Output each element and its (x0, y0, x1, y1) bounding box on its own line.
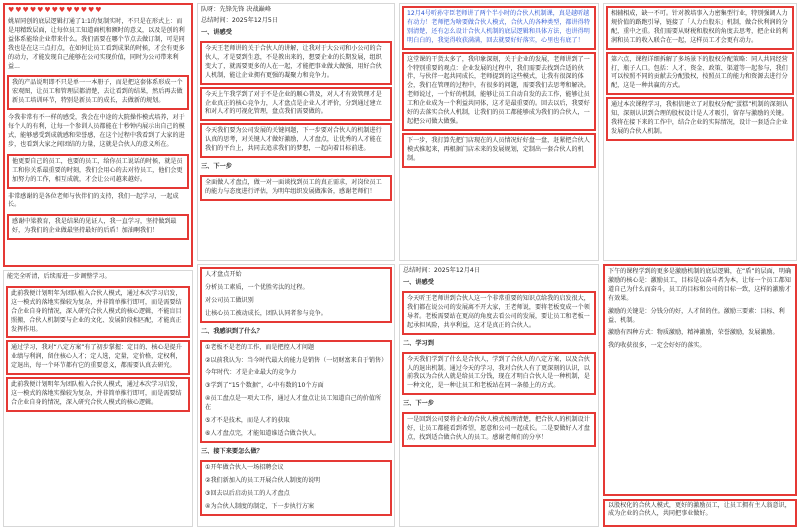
highlight-box (402, 6, 596, 50)
card5-paragraph: 通过学习，我对“八定方案”有了初步掌握：定目的、核心是提升业绩与利润，留住核心人才；定人选，定量，定价格，定权利，定退出，每一个环节都有它的重要意义，都需要认真去研究。 (11, 344, 182, 370)
heart-icon-row: ♥♥♥♥♥♥♥♥♥♥♥♥♥ (8, 6, 103, 14)
card8-paragraph: 下午的课程学到的更多是激励机制的底层逻辑，在“盾”的层面，明确激励的核心是：激励员工，目标是以奋斗者为本，让每一个员工都知道自己为什么而奋斗，员工的目标和公司的目标一致，这样的激励才有效果。 (608, 268, 792, 302)
highlight-box (402, 52, 596, 131)
card2-paragraph: 今天上午我学到了对于不是企业的顺心普及，对人才有效管理才是企业真正的核心竞争力，人才盘点是企业人才评价，分到通过建立和对人才的可视化管理，盘点我们需要做的。 (205, 90, 382, 116)
card3-paragraph: 12月4号听孙守臣老师讲了两个半小时的合伙人机制课，真是越听越有动力！老师把为啥要做合伙人模式，合伙人的各种类型，都讲得特别清楚，还有怎么设计合伙人机制的底层逻辑和具体方法，也讲得明明白白的，我觉得收获满满，回去就要好好落实，心里也有底了！ (407, 10, 590, 44)
highlight-box (606, 52, 794, 96)
card1-paragraph: 非常感谢的是各位老师与伙伴们的支持，我们一起学习，一起成长。 (8, 192, 179, 209)
card8-paragraph: 激励有四种方式：物质激励，精神激励，荣誉激励，发展激励。 (608, 329, 779, 337)
list-item: ①老板不是老的工作，而是把控人才问题 (205, 343, 315, 351)
list-item: ③回去以后启动员工的人才盘点 (205, 489, 290, 497)
card4-paragraph: 相辅相成，缺一不可。针对教培事入力密集型行业，特别强调人力规价值的路跑引导，链接了「人力台股东」机制，做合伙利润的分配，重中之重。我们需要从财税和股权的角度去思考，把企业的利润和员工的收入联合在一起，这样员工才会更有动力。 (611, 10, 788, 44)
highlight-box (200, 340, 392, 443)
list-item: ⑥人才盘点完，才能知道谁适合做合伙人。 (205, 429, 321, 437)
highlight-box (402, 412, 596, 447)
card9-paragraph: 以股权化的合伙人模式，更好的激励员工，让员工拥有主人翁意识，成为企业的合伙人，共同把事业做好。 (608, 502, 791, 517)
highlight-box (606, 6, 794, 50)
highlight-box (7, 75, 189, 110)
highlight-box (606, 97, 794, 141)
highlight-box (402, 133, 596, 168)
highlight-box (200, 175, 392, 201)
card1-paragraph: 姚眉同创的底层逻辑打通了1:1的复制实时，不只是在形式上：而是用精致层面，让每位员工知道商机和额时的意义，以及是创的利益体系能给企业带来什么。我们需要在哪个节点去做订制，可是同我也是在这三点打点，在如何让员工看到成果的时候，才会有更多的动力，才能发现自己能够在公司实现价值，同时为公司带来利益... (8, 18, 185, 70)
summary-card-3 (399, 3, 599, 261)
list-item: ⑤才不是技术，而是人才的获取 (205, 417, 290, 425)
list-item: ②以前我认为：当今时代最大的能力是销售（一切财富来自于销售） (205, 356, 388, 364)
card4-paragraph: 通过本次课程学习，我相信建立了对股权分配“蛋糕”机制的深刻认知，深刻认识到合理的股权设计是人才吸引，留存与激励的关键。我将在接下来的工作中，结合企业的实际情况，设计一套适合企业发展的合伙人机制。 (611, 101, 788, 135)
section-heading: 一、讲感受 (403, 279, 434, 286)
highlight-box (7, 214, 189, 240)
card8-paragraph: 我的收获很多，一定会好好的落实。 (608, 342, 706, 350)
summary-card-1 (3, 3, 193, 267)
card1-paragraph: 今我非常有不一样的感受，我会在中途的大院操作模式培养，对于每个人的有利，让每一个参训人员都能在十秒钟内展示出自己的模式，能够感受到成就感和荣誉感，在这个过程中我看到了大家的进步，也看到大家之间团结的力量，这就是合伙人的意义所在。 (8, 114, 185, 148)
card1-paragraph: 感谢中梁教育，我是结果的见证人，我一直学习，坚持做到最好，为我们的企业做最坚持最好的后盾！加油啊我们！ (12, 218, 177, 235)
highlight-box (200, 41, 392, 85)
card2-paragraph: 今天我们要为公司发展的关键问题，下一步要对合伙人的机制进行认真的思考，对关键人才做好激励，人才盘点，让优秀的人才能在我们的平台上，共同去追求我们的梦想，一起向着目标前进。 (205, 127, 382, 153)
summary-card-4 (603, 3, 797, 261)
card2-paragraph: 全面做人才盘点，做一对一面谈找到员工的真正需求，对岗位员工的能力与态度进行评估，为明年组织发展做准备，感谢老师们！ (205, 179, 382, 195)
summary-date: 总结时间：2025年12月4日 (403, 267, 481, 274)
section-heading: 一、讲感受 (201, 29, 232, 36)
list-item: 今年时代：才是企业最大的竞争力 (205, 369, 297, 377)
summary-date: 总结时间：2025年12月5日 (201, 17, 279, 24)
summary-card-6 (197, 264, 395, 527)
card5-paragraph: 此前我便计划明年为团队植入合伙人模式，通过本次学习启发，这一模式的落地实操较为复杂，并非简单推行即可，而是需要结合企业自身的情况，深入研究合伙人模式的核心逻辑。 (11, 381, 182, 406)
highlight-box (200, 123, 392, 158)
section-heading: 三、下一步 (201, 163, 232, 171)
team-name: 队呀：先锋先锋 决战巅峰 (201, 6, 272, 13)
list-item: ④员工盘点是一项大工作，通过人才盘点让员工知道自己的价值所在 (205, 395, 382, 412)
section-heading: 二、我感识到了什么？ (201, 327, 263, 335)
card7-paragraph: 今天听王老师讲到合伙人这一个非常重要的知识点给我的启发很大，我们都在说公司的发展离不开大家，王老师说，要将老板变成一个领导者。老板需要站在更高的角度去看公司的发展，要让员工和老板一起承担风险，共享利益，这才是真正的合伙人。 (407, 295, 590, 329)
summary-card-5 (3, 270, 193, 527)
card1-paragraph: 他更要自己的员工，也要的员工，给你员工说话的时候，就是员工和你关系最重要的时刻，我们会用心的去对待员工，他们会更加努力的工作，相互成就，才会让公司越来越好。 (12, 157, 183, 183)
highlight-box (6, 286, 190, 339)
list-item: ④为合伙人制度的制定，下一步执行方案 (205, 502, 315, 510)
card2-paragraph: 今天王老师讲的关于合伙人的讲解，让我对于大公司和小公司的合伙人，才是要到生意，不是教出来的，想要企业的长期发展，组织变大了，就需要更多的人在一起，才能把事业做大做强，用好合伙人机制，能让企业拥有更强的凝聚力和竞争力。 (205, 45, 382, 79)
highlight-box (7, 154, 189, 189)
card1-paragraph: 我的产品说明即不只是单一一本册子，而是把这套体系形成一个宏观图，让员工和管理层都清楚，去让看到的结果，然后再去做新员工培训环节，特别是新员工的成长，去做新的规划。 (12, 79, 183, 105)
card5-paragraph: 此前我便计划明年为团队植入合伙人模式，通过本次学习启发，这一模式的落地实操较为复杂，并非简单推行即可，而是需要结合企业自身的情况，深入研究合伙人模式的核心逻辑，不能盲目照搬，合伙人机制要与企业的文化、发展阶段相匹配，才能真正发挥作用。 (11, 289, 182, 333)
section-heading: 三、接下来要怎么做？ (201, 447, 263, 455)
card6-line: 对公司员工做识别 (205, 296, 254, 304)
card6-line: 人才盘点开始 (205, 271, 242, 278)
highlight-box (6, 377, 190, 412)
summary-card-8 (603, 264, 797, 496)
list-item: ②我们新加入的员工开展合伙人制度的说明 (205, 476, 321, 484)
card6-line: 让核心员工被动成长，团队认同者参与竞争。 (205, 309, 327, 317)
card5-paragraph: 能完全听清，后续需进一步调整学习。 (7, 273, 111, 280)
summary-card-9 (603, 499, 797, 527)
highlight-box (402, 291, 596, 335)
card6-line: 分析员工素质，一个优胜劣汰的过程。 (205, 283, 309, 291)
list-item: ③学到了“15个数据”，心中有数的10个方面 (205, 382, 324, 390)
highlight-box (402, 352, 596, 396)
card3-paragraph: 下一步，我打算先把门店现在的人员情况好好盘一盘，赶紧把合伙人模式推起来，再根据门店未来的发展规划，定制出一套合伙人的机制。 (407, 136, 590, 162)
summary-card-7 (399, 264, 599, 527)
list-item: ①开年做合伙人一场招聘会议 (205, 463, 284, 471)
summary-card-2 (197, 3, 395, 261)
card8-paragraph: 激励的关键是：分钱分的好，人才留的住。激励三要素：目标、利益、机制。 (608, 307, 785, 324)
card4-paragraph: 第六点，课程详细拆解了多场景下的股权分配策略：同人共同经营打，瓶子人口。包括：人才、资金、政策、渠道等一起参与，我们可以按照不同的贡献去分配股权，按照员工的能力和资源去进行分配，这是一种共赢的方式。 (611, 55, 788, 90)
highlight-box (200, 267, 392, 323)
highlight-box (6, 340, 190, 375)
section-heading: 二、学习到 (403, 339, 434, 347)
section-heading: 三、下一步 (403, 400, 434, 408)
card3-paragraph: 这堂课的干货太多了，我印象深刻，关于企业的发展，老师讲到了一个特别重要的观点：企业发展的过程中，我们需要去找到合适的伙伴，与伙伴一起共同成长，老师提到的这些模式，让我有很深的体会，我们在管理的过程中，有很多的问题，需要我们去思考和解决。老师说过，一个好的机制，能够让员工自动自发的去工作，能够让员工和企业成为一个利益共同体，这才是最重要的。回去以后，我要好好的去落实合伙人机制，让我们的员工都能够成为我们的合伙人，一起把公司做大做强。 (407, 55, 590, 125)
highlight-box (200, 460, 392, 516)
card7-paragraph: 一是回到公司要将企业的合伙人模式梳理清楚，把合伙人的机制设计好，让员工都能看到希望，愿意和公司一起成长。二是要做好人才盘点，找到适合做合伙人的员工。感谢老师们的分享！ (407, 416, 590, 442)
card7-paragraph: 今天我们学到了什么是合伙人，学到了合伙人的八定方案，以及合伙人的退出机制。通过今天的学习，我对合伙人有了更深刻的认识，以前我以为合伙人就是给员工分钱，现在才明白合伙人是一种机制，是一种文化，是一种让员工和老板站在同一条船上的方式。 (407, 355, 590, 390)
highlight-box (200, 87, 392, 122)
